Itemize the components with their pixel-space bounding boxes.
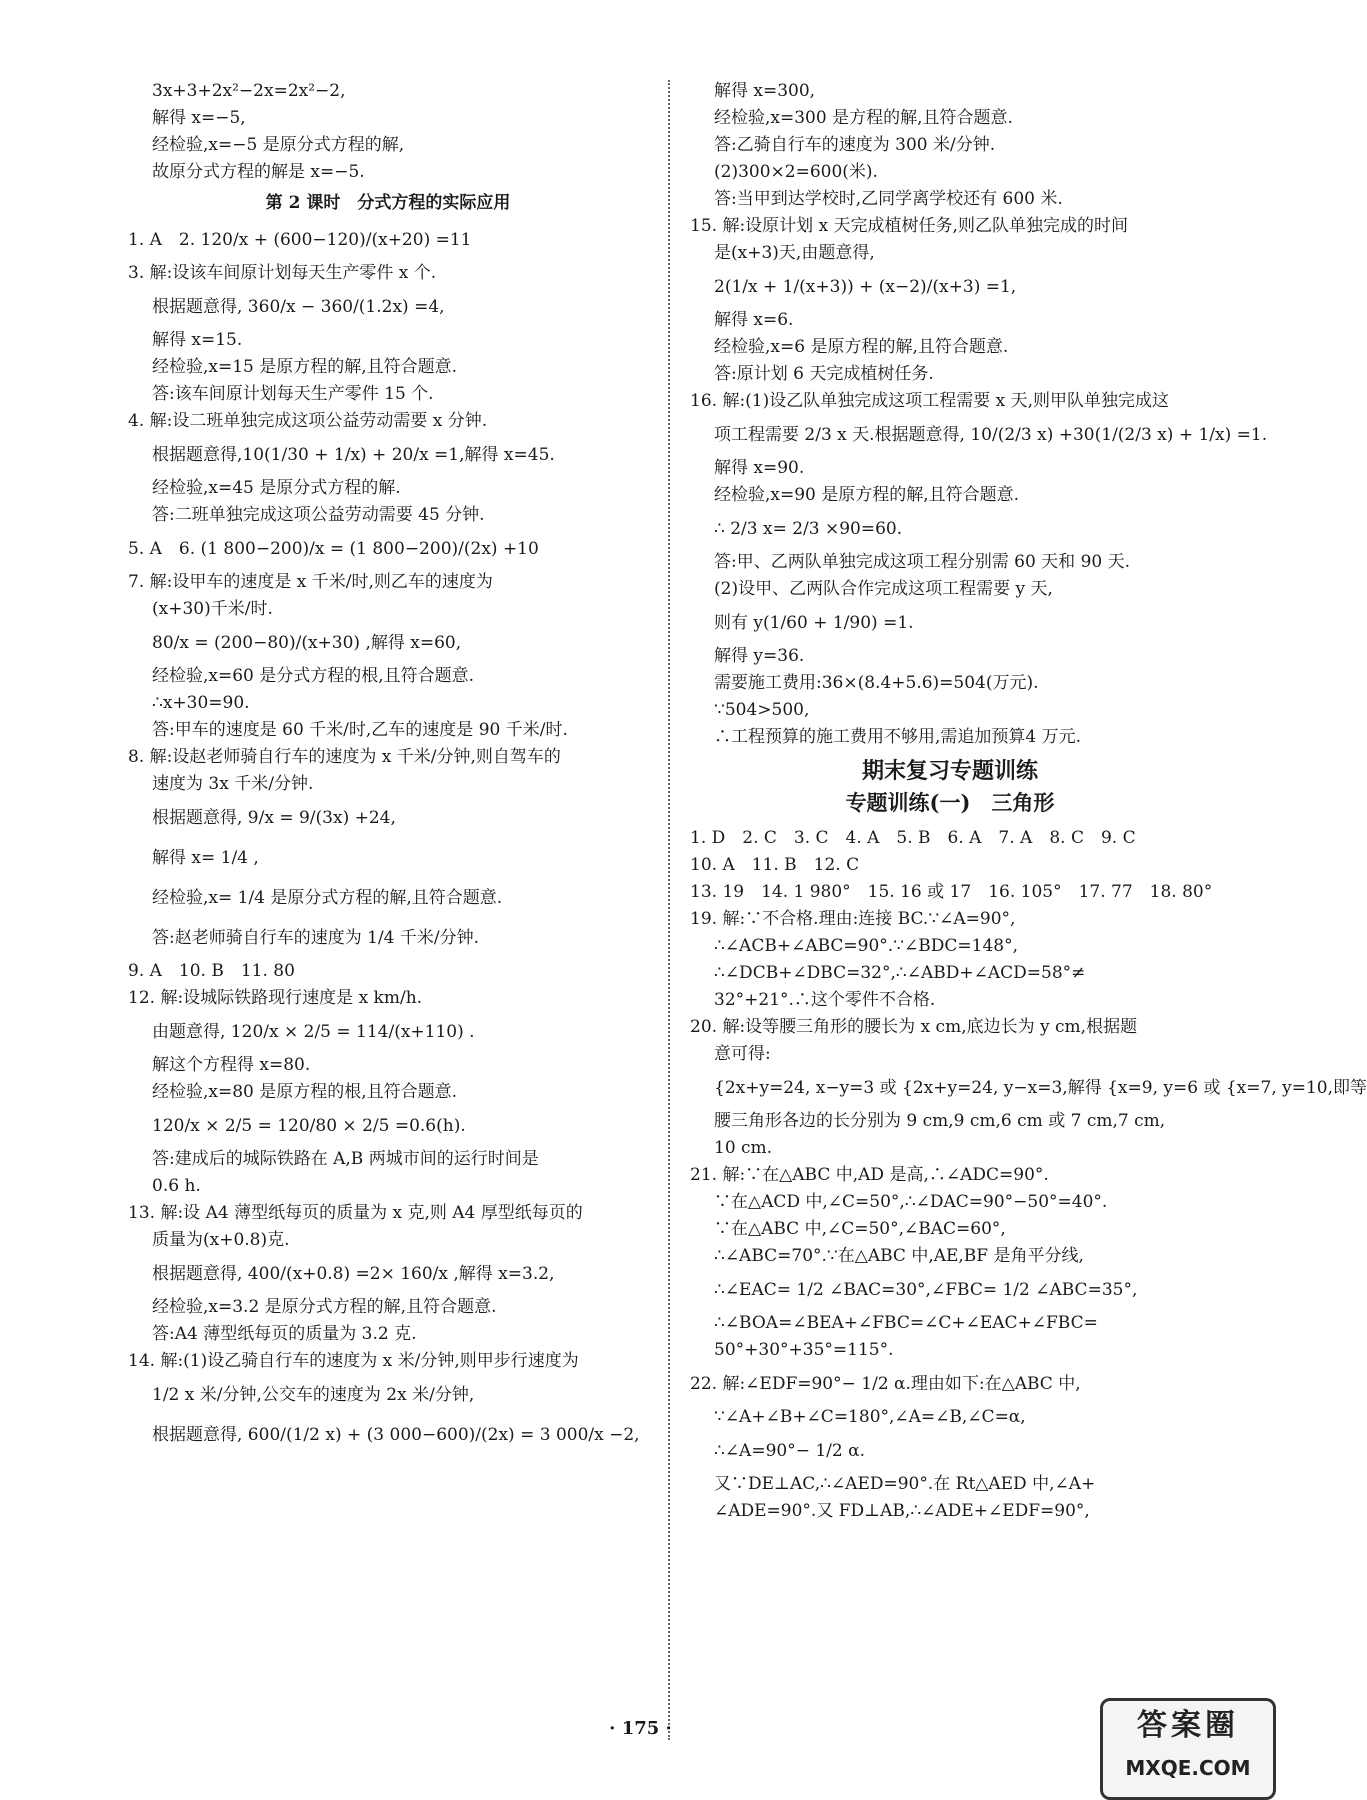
text-line: ∴∠DCB+∠DBC=32°,∴∠ABD+∠ACD=58°≠ (714, 963, 1086, 983)
text-line: 故原分式方程的解是 x=−5. (152, 162, 365, 182)
text-line: 14. 解:(1)设乙骑自行车的速度为 x 米/分钟,则甲步行速度为 (128, 1351, 579, 1371)
text-line: 21. 解:∵在△ABC 中,AD 是高,∴∠ADC=90°. (690, 1165, 1049, 1185)
text-line: 3x+3+2x²−2x=2x²−2, (152, 81, 346, 101)
text-line: 1/2 x 米/分钟,公交车的速度为 2x 米/分钟, (152, 1385, 475, 1405)
text-line: ∵∠A+∠B+∠C=180°,∠A=∠B,∠C=α, (714, 1407, 1026, 1427)
text-line: 10. A 11. B 12. C (690, 855, 860, 875)
text-line: 需要施工费用:36×(8.4+5.6)=504(万元). (714, 673, 1039, 693)
text-line: 22. 解:∠EDF=90°− 1/2 α.理由如下:在△ABC 中, (690, 1374, 1081, 1394)
text-line: 3. 解:设该车间原计划每天生产零件 x 个. (128, 263, 437, 283)
text-line: ∵在△ABC 中,∠C=50°,∠BAC=60°, (714, 1219, 1006, 1239)
text-line: 速度为 3x 千米/分钟. (152, 774, 314, 794)
text-line: 解这个方程得 x=80. (152, 1055, 311, 1075)
text-line: 根据题意得, 600/(1/2 x) + (3 000−600)/(2x) = 3 000/x −2, (152, 1425, 640, 1445)
text-line: 经检验,x=6 是原方程的解,且符合题意. (714, 337, 1009, 357)
text-line: 15. 解:设原计划 x 天完成植树任务,则乙队单独完成的时间 (690, 216, 1128, 236)
text-line: ∴∠EAC= 1/2 ∠BAC=30°,∠FBC= 1/2 ∠ABC=35°, (714, 1280, 1138, 1300)
text-line: 经检验,x=−5 是原分式方程的解, (152, 135, 405, 155)
watermark-logo (1100, 1698, 1276, 1800)
watermark-top: 答案圈 (1137, 1708, 1239, 1743)
text-line: 19. 解:∵不合格.理由:连接 BC.∵∠A=90°, (690, 909, 1016, 929)
text-line: 答:该车间原计划每天生产零件 15 个. (152, 384, 434, 404)
text-line: 答:赵老师骑自行车的速度为 1/4 千米/分钟. (152, 928, 480, 948)
text-line: 答:当甲到达学校时,乙同学离学校还有 600 米. (714, 189, 1063, 209)
text-line: ∴∠ACB+∠ABC=90°.∵∠BDC=148°, (714, 936, 1018, 956)
text-line: ∠ADE=90°.又 FD⊥AB,∴∠ADE+∠EDF=90°, (714, 1501, 1090, 1521)
text-line: 50°+30°+35°=115°. (714, 1340, 894, 1360)
text-line: ∴∠BOA=∠BEA+∠FBC=∠C+∠EAC+∠FBC= (714, 1313, 1098, 1333)
text-line: 解得 x=6. (714, 310, 794, 330)
text-line: (2)300×2=600(米). (714, 162, 878, 182)
text-line: (x+30)千米/时. (152, 599, 273, 619)
text-line: 解得 x=15. (152, 330, 243, 350)
text-line: 0.6 h. (152, 1176, 201, 1196)
text-line: 项工程需要 2/3 x 天.根据题意得, 10/(2/3 x) +30(1/(2/3 x) + 1/x) =1. (714, 425, 1268, 445)
text-line: 是(x+3)天,由题意得, (714, 243, 875, 263)
text-line: ∴∠A=90°− 1/2 α. (714, 1441, 866, 1461)
left-column (128, 78, 648, 1455)
text-line: 1. A 2. 120/x + (600−120)/(x+20) =11 (128, 230, 472, 250)
text-line: ∵在△ACD 中,∠C=50°,∴∠DAC=90°−50°=40°. (714, 1192, 1108, 1212)
section-heading: 第 2 课时 分式方程的实际应用 (265, 193, 511, 213)
text-line: 根据题意得,10(1/30 + 1/x) + 20/x =1,解得 x=45. (152, 445, 555, 465)
text-line: 5. A 6. (1 800−200)/x = (1 800−200)/(2x) +10 (128, 539, 539, 559)
text-line: 8. 解:设赵老师骑自行车的速度为 x 千米/分钟,则自驾车的 (128, 747, 561, 767)
text-line: ∴∠ABC=70°.∵在△ABC 中,AE,BF 是角平分线, (714, 1246, 1084, 1266)
text-line: 根据题意得, 360/x − 360/(1.2x) =4, (152, 297, 445, 317)
watermark-bottom: MXQE.COM (1125, 1756, 1251, 1780)
text-line: 意可得: (714, 1044, 771, 1064)
text-line: 12. 解:设城际铁路现行速度是 x km/h. (128, 988, 423, 1008)
section-heading: 期末复习专题训练 (861, 758, 1038, 784)
page-number: · 175 · (609, 1718, 672, 1739)
text-line: 20. 解:设等腰三角形的腰长为 x cm,底边长为 y cm,根据题 (690, 1017, 1138, 1037)
text-line: 经检验,x=90 是原方程的解,且符合题意. (714, 485, 1020, 505)
text-line: 4. 解:设二班单独完成这项公益劳动需要 x 分钟. (128, 411, 488, 431)
text-line: ∴x+30=90. (152, 693, 250, 713)
text-line: 经检验,x=300 是方程的解,且符合题意. (714, 108, 1013, 128)
text-line: 腰三角形各边的长分别为 9 cm,9 cm,6 cm 或 7 cm,7 cm, (714, 1111, 1166, 1131)
text-line: 则有 y(1/60 + 1/90) =1. (714, 613, 914, 633)
text-line: 16. 解:(1)设乙队单独完成这项工程需要 x 天,则甲队单独完成这 (690, 391, 1170, 411)
text-line: 根据题意得, 9/x = 9/(3x) +24, (152, 808, 396, 828)
text-line: 13. 19 14. 1 980° 15. 16 或 17 16. 105° 17. 77 18. 80° (690, 882, 1213, 902)
text-line: 答:二班单独完成这项公益劳动需要 45 分钟. (152, 505, 485, 525)
text-line: 根据题意得, 400/(x+0.8) =2× 160/x ,解得 x=3.2, (152, 1264, 555, 1284)
text-line: ∴ 2/3 x= 2/3 ×90=60. (714, 519, 903, 539)
text-line: 答:建成后的城际铁路在 A,B 两城市间的运行时间是 (152, 1149, 539, 1169)
text-line: 经检验,x=45 是原分式方程的解. (152, 478, 401, 498)
text-line: (2)设甲、乙两队合作完成这项工程需要 y 天, (714, 579, 1053, 599)
text-line: 经检验,x=60 是分式方程的根,且符合题意. (152, 666, 475, 686)
text-line: 经检验,x= 1/4 是原分式方程的解,且符合题意. (152, 888, 503, 908)
text-line: 7. 解:设甲车的速度是 x 千米/时,则乙车的速度为 (128, 572, 493, 592)
text-line: 经检验,x=15 是原方程的解,且符合题意. (152, 357, 458, 377)
text-line: 120/x × 2/5 = 120/80 × 2/5 =0.6(h). (152, 1116, 466, 1136)
text-line: 解得 x= 1/4 , (152, 848, 259, 868)
text-line: 答:甲车的速度是 60 千米/时,乙车的速度是 90 千米/时. (152, 720, 568, 740)
text-line: 答:乙骑自行车的速度为 300 米/分钟. (714, 135, 996, 155)
text-line: 经检验,x=3.2 是原分式方程的解,且符合题意. (152, 1297, 497, 1317)
text-line: ∵504>500, (714, 700, 810, 720)
text-line: 解得 x=90. (714, 458, 805, 478)
text-line: 由题意得, 120/x × 2/5 = 114/(x+110) . (152, 1022, 475, 1042)
text-line: 9. A 10. B 11. 80 (128, 961, 295, 981)
text-line: 32°+21°.∴这个零件不合格. (714, 990, 936, 1010)
text-line: 又∵DE⊥AC,∴∠AED=90°.在 Rt△AED 中,∠A+ (714, 1474, 1096, 1494)
text-line: 13. 解:设 A4 薄型纸每页的质量为 x 克,则 A4 厚型纸每页的 (128, 1203, 583, 1223)
text-line: ∴工程预算的施工费用不够用,需追加预算4 万元. (714, 727, 1082, 747)
text-line: 解得 x=−5, (152, 108, 246, 128)
text-line: 经检验,x=80 是原方程的根,且符合题意. (152, 1082, 458, 1102)
text-line: 1. D 2. C 3. C 4. A 5. B 6. A 7. A 8. C 9. C (690, 828, 1136, 848)
text-line: 解得 y=36. (714, 646, 805, 666)
right-column (690, 78, 1367, 1525)
text-line: 质量为(x+0.8)克. (152, 1230, 290, 1250)
text-line: 答:甲、乙两队单独完成这项工程分别需 60 天和 90 天. (714, 552, 1131, 572)
text-line: 解得 x=300, (714, 81, 816, 101)
section-heading: 专题训练(一) 三角形 (845, 790, 1055, 815)
text-line: 80/x = (200−80)/(x+30) ,解得 x=60, (152, 633, 462, 653)
column-divider (668, 80, 670, 1740)
text-line: 答:A4 薄型纸每页的质量为 3.2 克. (152, 1324, 417, 1344)
text-line: 2(1/x + 1/(x+3)) + (x−2)/(x+3) =1, (714, 277, 1017, 297)
text-line: 10 cm. (714, 1138, 773, 1158)
text-line: 答:原计划 6 天完成植树任务. (714, 364, 934, 384)
text-line: {2x+y=24, x−y=3 或 {2x+y=24, y−x=3,解得 {x=9, y=6 或 {x=7, y=10,即等 (714, 1078, 1367, 1098)
